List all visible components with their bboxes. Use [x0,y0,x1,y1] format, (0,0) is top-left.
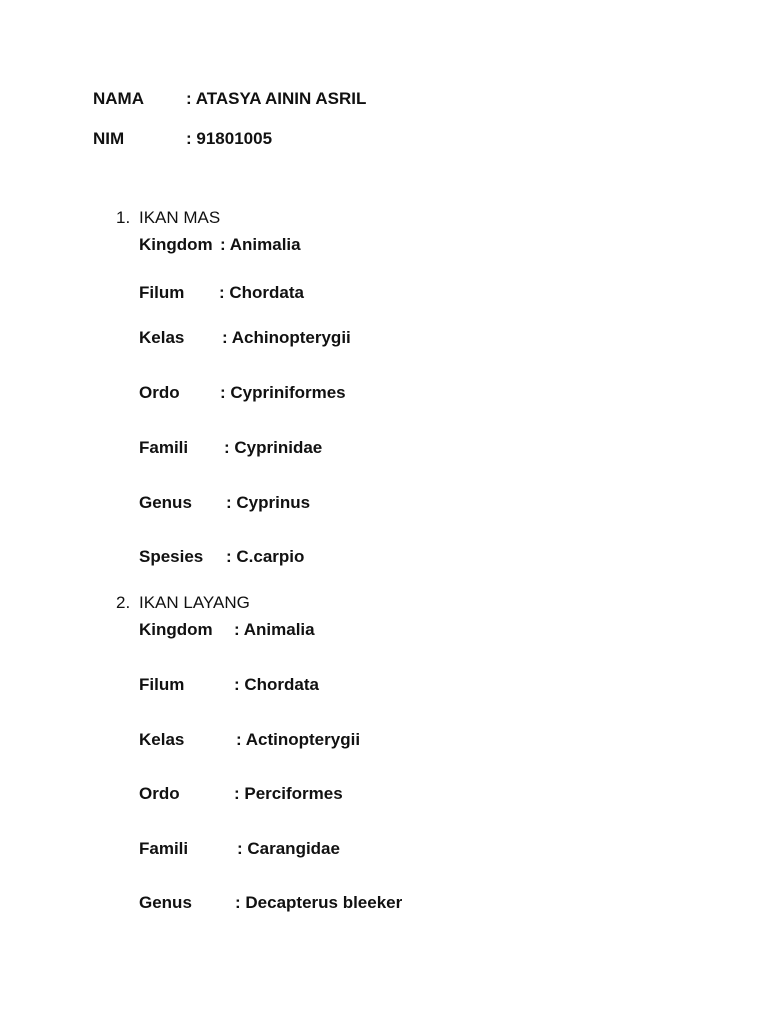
item-2-filum-label: Filum [139,675,185,694]
item-2-famili-label: Famili [139,839,189,858]
item-2-number: 2. [116,593,131,612]
item-2-genus-label: Genus [139,893,192,912]
nim-value: : 91801005 [186,129,273,148]
item-1-ordo-label: Ordo [139,383,180,402]
item-1-title: IKAN MAS [139,208,221,227]
item-2-kingdom-value: : Animalia [234,620,315,639]
item-1-genus-value: : Cyprinus [226,493,311,512]
item-1-genus-label: Genus [139,493,192,512]
nama-value: : ATASYA AININ ASRIL [186,89,367,108]
item-1-famili-value: : Cyprinidae [224,438,323,457]
item-2-famili-value: : Carangidae [237,839,340,858]
item-1-kingdom-label: Kingdom [139,235,213,254]
item-1-kelas-value: : Achinopterygii [222,328,351,347]
item-1-filum-value: : Chordata [219,283,304,302]
item-1-famili-label: Famili [139,438,189,457]
item-2-kelas-label: Kelas [139,730,185,749]
item-2-kelas-value: : Actinopterygii [236,730,361,749]
item-2-filum-value: : Chordata [234,675,319,694]
item-1-spesies-value: : C.carpio [226,547,305,566]
nama-label: NAMA [93,89,144,108]
item-1-filum-label: Filum [139,283,185,302]
item-1-spesies-label: Spesies [139,547,204,566]
item-1-ordo-value: : Cypriniformes [220,383,346,402]
item-2-title: IKAN LAYANG [139,593,250,612]
item-2-ordo-label: Ordo [139,784,180,803]
item-1-kelas-label: Kelas [139,328,185,347]
item-1-kingdom-value: : Animalia [220,235,301,254]
item-2-ordo-value: : Perciformes [234,784,343,803]
item-1-number: 1. [116,208,131,227]
item-2-genus-value: : Decapterus bleeker [235,893,403,912]
nim-label: NIM [93,129,125,148]
item-2-kingdom-label: Kingdom [139,620,213,639]
